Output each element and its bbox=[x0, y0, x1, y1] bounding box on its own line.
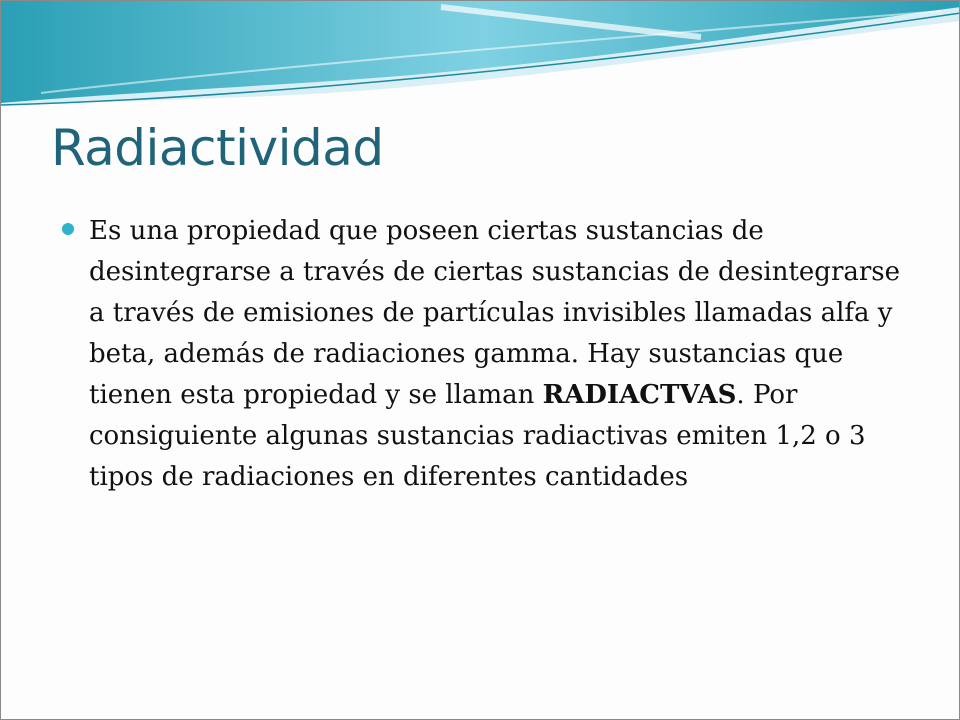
bullet-text-before: Es una propiedad que poseen ciertas sustancias de desintegrarse a través de ciertas sustancias de desintegrarse a través de emisiones de partículas invisibles llamadas alfa y beta, además de radiaciones gamma. Hay sustancias que tienen esta propiedad y se llaman bbox=[89, 216, 901, 410]
slide-title: Radiactividad bbox=[51, 119, 384, 177]
bullet-item bbox=[61, 211, 921, 498]
slide-body bbox=[61, 211, 921, 498]
bullet-text bbox=[89, 211, 921, 498]
bullet-text-after: . Por consiguiente algunas sustancias radiactivas emiten 1,2 o 3 tipos de radiaciones en diferentes cantidades bbox=[89, 380, 866, 492]
wave-dark-band bbox=[1, 1, 960, 103]
bullet-emphasis: RADIACTVAS bbox=[542, 380, 737, 410]
bullet-icon bbox=[62, 223, 74, 235]
decorative-wave-banner bbox=[1, 1, 960, 121]
